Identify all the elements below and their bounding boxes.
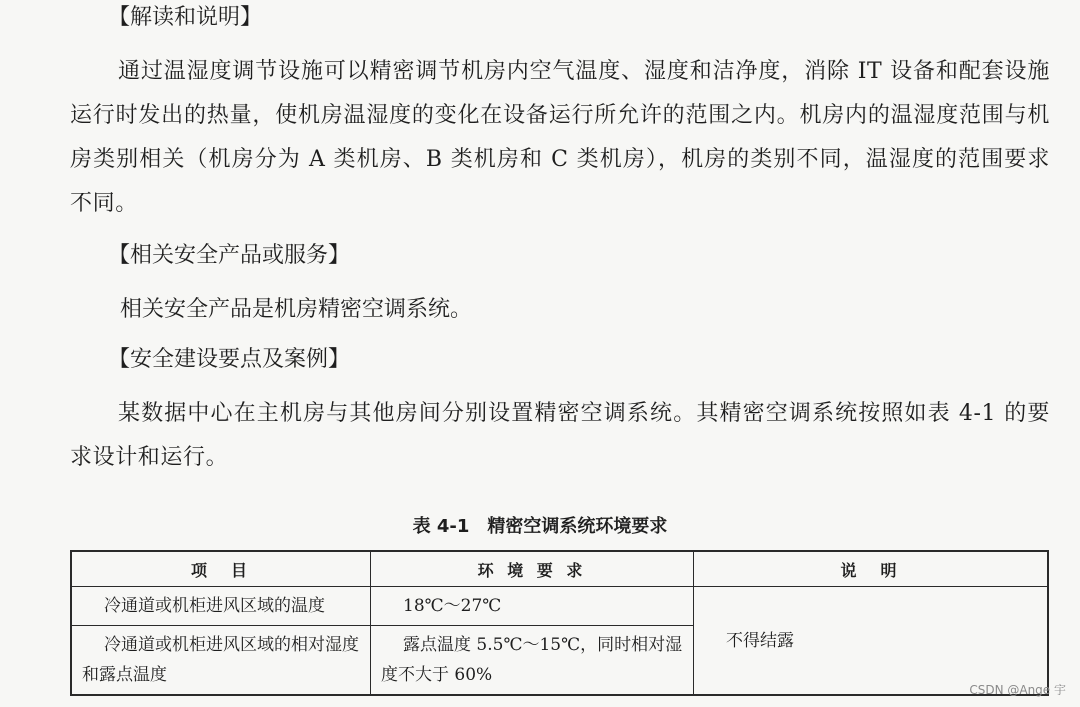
section-heading-products: 【相关安全产品或服务】 [108, 243, 351, 268]
row-requirement: 露点温度 5.5℃～15℃，同时相对湿度不大于 60% [371, 626, 694, 696]
section-heading-interpretation: 【解读和说明】 [108, 5, 263, 30]
interpretation-paragraph: 通过温湿度调节设施可以精密调节机房内空气温度、湿度和洁净度，消除 IT 设备和配套设施运行时发出的热量，使机房温湿度的变化在设备运行所允许的范围之内。机房内的温湿度范围与机房类别相关（机房分为 A 类机房、B 类机房和 C 类机房），机房的类别不同，温湿度的范围要求不同。 [70, 59, 1050, 216]
products-paragraph: 相关安全产品是机房精密空调系统。 [120, 297, 473, 322]
header-item: 项 目 [71, 551, 371, 587]
row-note: 不得结露 [694, 587, 1049, 696]
row-item: 冷通道或机柜进风区域的相对湿度和露点温度 [71, 626, 371, 696]
section-heading-case: 【安全建设要点及案例】 [108, 347, 351, 372]
requirements-table [70, 550, 1049, 696]
case-paragraph: 某数据中心在主机房与其他房间分别设置精密空调系统。其精密空调系统按照如表 4-1 的要求设计和运行。 [70, 401, 1050, 470]
row-requirement: 18℃～27℃ [371, 587, 694, 626]
header-requirement: 环 境 要 求 [371, 551, 694, 587]
table-row [71, 587, 1048, 626]
table-caption: 表 4-1 精密空调系统环境要求 [412, 516, 668, 537]
table-header-row [71, 551, 1048, 587]
header-note: 说 明 [694, 551, 1049, 587]
watermark-text: CSDN @Ange 宇 [969, 683, 1066, 697]
row-item: 冷通道或机柜进风区域的温度 [71, 587, 371, 626]
